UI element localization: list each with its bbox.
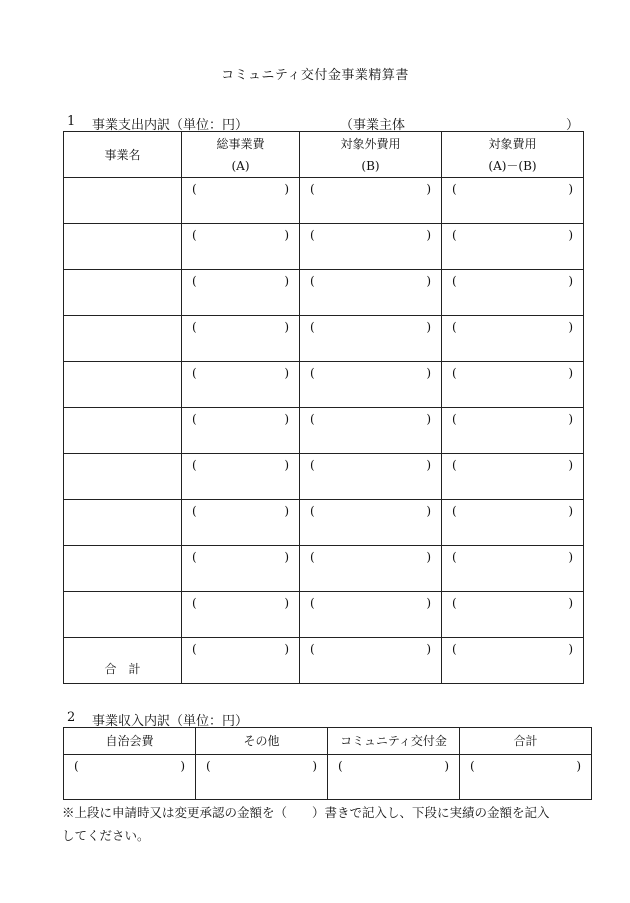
expense-total-row <box>64 638 584 684</box>
paren-open: ( <box>310 228 315 242</box>
paren-open: ( <box>192 550 197 564</box>
income-header-total: 合計 <box>460 728 592 755</box>
paren-close: ) <box>568 366 573 380</box>
paren-open: ( <box>192 182 197 196</box>
income-value-row <box>64 755 592 800</box>
header-excluded-cost: 対象外費用 (B) <box>300 132 442 178</box>
expense-table <box>63 131 584 684</box>
header-total-cost: 総事業費 (A) <box>182 132 300 178</box>
header-excluded-sub: (B) <box>361 158 380 173</box>
paren-open: ( <box>452 182 457 196</box>
expense-row <box>64 592 584 638</box>
paren-open: ( <box>452 458 457 472</box>
total-cost-cell[interactable] <box>182 224 300 270</box>
paren-open: ( <box>192 596 197 610</box>
project-name-cell[interactable] <box>64 316 182 362</box>
project-name-cell[interactable] <box>64 454 182 500</box>
covered-cost-cell[interactable] <box>442 546 584 592</box>
excluded-cost-cell[interactable] <box>300 454 442 500</box>
excluded-cost-cell[interactable] <box>300 592 442 638</box>
paren-open: ( <box>74 759 79 773</box>
expense-row <box>64 316 584 362</box>
paren-close: ) <box>284 274 289 288</box>
section1-heading: 事業支出内訳（単位：円） <box>92 118 249 133</box>
entity-close: ） <box>566 118 580 133</box>
paren-open: ( <box>452 642 457 656</box>
paren-open: ( <box>452 228 457 242</box>
paren-close: ) <box>180 759 185 773</box>
page-title: コミュニティ交付金事業精算書 <box>221 68 409 83</box>
paren-close: ) <box>426 458 431 472</box>
paren-open: ( <box>192 274 197 288</box>
paren-close: ) <box>568 228 573 242</box>
project-name-cell[interactable] <box>64 500 182 546</box>
paren-close: ) <box>568 274 573 288</box>
paren-open: ( <box>192 504 197 518</box>
paren-open: ( <box>452 412 457 426</box>
project-name-cell[interactable] <box>64 178 182 224</box>
excluded-cost-cell[interactable] <box>300 362 442 408</box>
paren-close: ) <box>426 182 431 196</box>
paren-open: ( <box>452 550 457 564</box>
paren-open: ( <box>310 504 315 518</box>
paren-open: ( <box>192 320 197 334</box>
section2-number: 2 <box>67 710 76 725</box>
total-cost-cell[interactable] <box>182 316 300 362</box>
section2-heading: 事業収入内訳（単位：円） <box>92 714 249 729</box>
total-cost-cell[interactable] <box>182 362 300 408</box>
paren-close: ) <box>284 366 289 380</box>
total-cost-cell[interactable] <box>182 178 300 224</box>
covered-cost-cell[interactable] <box>442 500 584 546</box>
paren-close: ) <box>568 182 573 196</box>
paren-open: ( <box>310 596 315 610</box>
income-table <box>63 727 592 800</box>
total-label: 合 計 <box>64 638 182 684</box>
total-cost-cell[interactable] <box>182 592 300 638</box>
paren-open: ( <box>310 412 315 426</box>
paren-close: ) <box>444 759 449 773</box>
paren-close: ) <box>284 182 289 196</box>
paren-close: ) <box>426 274 431 288</box>
project-name-cell[interactable] <box>64 224 182 270</box>
excluded-cost-cell[interactable] <box>300 316 442 362</box>
excluded-cost-cell[interactable] <box>300 224 442 270</box>
paren-close: ) <box>426 412 431 426</box>
expense-row <box>64 500 584 546</box>
income-header-grant: コミュニティ交付金 <box>328 728 460 755</box>
section1-number: 1 <box>67 114 76 129</box>
paren-open: ( <box>310 320 315 334</box>
excluded-cost-cell[interactable] <box>300 546 442 592</box>
total-cost-cell[interactable] <box>182 638 300 684</box>
total-cost-cell[interactable] <box>182 454 300 500</box>
paren-close: ) <box>284 596 289 610</box>
entity-label: （事業主体 <box>340 118 406 133</box>
expense-row <box>64 454 584 500</box>
paren-open: ( <box>192 458 197 472</box>
excluded-cost-cell[interactable] <box>300 270 442 316</box>
paren-open: ( <box>310 550 315 564</box>
expense-row <box>64 178 584 224</box>
paren-close: ) <box>426 320 431 334</box>
paren-open: ( <box>310 274 315 288</box>
paren-open: ( <box>452 366 457 380</box>
total-cost-cell[interactable] <box>182 500 300 546</box>
expense-row <box>64 362 584 408</box>
excluded-cost-cell[interactable] <box>300 638 442 684</box>
covered-cost-cell[interactable] <box>442 178 584 224</box>
paren-open: ( <box>310 366 315 380</box>
covered-cost-cell[interactable] <box>442 454 584 500</box>
income-other-cell[interactable] <box>196 755 328 800</box>
paren-close: ) <box>568 458 573 472</box>
paren-close: ) <box>284 504 289 518</box>
project-name-cell[interactable] <box>64 408 182 454</box>
paren-open: ( <box>310 642 315 656</box>
paren-close: ) <box>426 504 431 518</box>
covered-cost-cell[interactable] <box>442 270 584 316</box>
income-grant-cell[interactable] <box>328 755 460 800</box>
paren-close: ) <box>284 642 289 656</box>
paren-close: ) <box>312 759 317 773</box>
income-dues-cell[interactable] <box>64 755 196 800</box>
header-covered-sub: (A)－(B) <box>488 158 537 173</box>
paren-close: ) <box>568 504 573 518</box>
paren-open: ( <box>192 228 197 242</box>
paren-open: ( <box>310 458 315 472</box>
paren-close: ) <box>284 458 289 472</box>
paren-open: ( <box>206 759 211 773</box>
expense-row <box>64 546 584 592</box>
paren-close: ) <box>426 228 431 242</box>
covered-cost-cell[interactable] <box>442 224 584 270</box>
paren-open: ( <box>310 182 315 196</box>
covered-cost-cell[interactable] <box>442 638 584 684</box>
expense-row <box>64 270 584 316</box>
expense-row <box>64 224 584 270</box>
paren-close: ) <box>426 596 431 610</box>
total-cost-cell[interactable] <box>182 546 300 592</box>
covered-cost-cell[interactable] <box>442 316 584 362</box>
project-name-cell[interactable] <box>64 592 182 638</box>
expense-row <box>64 408 584 454</box>
paren-close: ) <box>568 412 573 426</box>
covered-cost-cell[interactable] <box>442 408 584 454</box>
total-cost-cell[interactable] <box>182 270 300 316</box>
paren-close: ) <box>284 412 289 426</box>
paren-open: ( <box>192 366 197 380</box>
covered-cost-cell[interactable] <box>442 592 584 638</box>
income-header-dues: 自治会費 <box>64 728 196 755</box>
covered-cost-cell[interactable] <box>442 362 584 408</box>
excluded-cost-cell[interactable] <box>300 178 442 224</box>
paren-close: ) <box>284 320 289 334</box>
paren-open: ( <box>338 759 343 773</box>
project-name-cell[interactable] <box>64 546 182 592</box>
header-total-sub: (A) <box>231 158 250 173</box>
paren-open: ( <box>452 504 457 518</box>
paren-open: ( <box>470 759 475 773</box>
expense-header-row <box>64 132 584 178</box>
note-line-2: してください。 <box>62 828 150 843</box>
paren-close: ) <box>426 366 431 380</box>
paren-open: ( <box>192 642 197 656</box>
paren-close: ) <box>568 320 573 334</box>
paren-open: ( <box>192 412 197 426</box>
paren-close: ) <box>284 550 289 564</box>
header-project-name: 事業名 <box>64 132 182 178</box>
paren-close: ) <box>284 228 289 242</box>
project-name-cell[interactable] <box>64 270 182 316</box>
paren-close: ) <box>568 596 573 610</box>
header-covered-cost: 対象費用 (A)－(B) <box>442 132 584 178</box>
paren-close: ) <box>426 550 431 564</box>
note-line-1: ※上段に申請時又は変更承認の金額を（ ）書きで記入し、下段に実績の金額を記入 <box>62 805 550 820</box>
total-cost-cell[interactable] <box>182 408 300 454</box>
paren-close: ) <box>426 642 431 656</box>
paren-open: ( <box>452 320 457 334</box>
paren-close: ) <box>568 642 573 656</box>
excluded-cost-cell[interactable] <box>300 408 442 454</box>
excluded-cost-cell[interactable] <box>300 500 442 546</box>
paren-close: ) <box>568 550 573 564</box>
paren-open: ( <box>452 274 457 288</box>
paren-open: ( <box>452 596 457 610</box>
income-header-other: その他 <box>196 728 328 755</box>
income-total-cell[interactable] <box>460 755 592 800</box>
income-header-row <box>64 728 592 755</box>
paren-close: ) <box>576 759 581 773</box>
project-name-cell[interactable] <box>64 362 182 408</box>
